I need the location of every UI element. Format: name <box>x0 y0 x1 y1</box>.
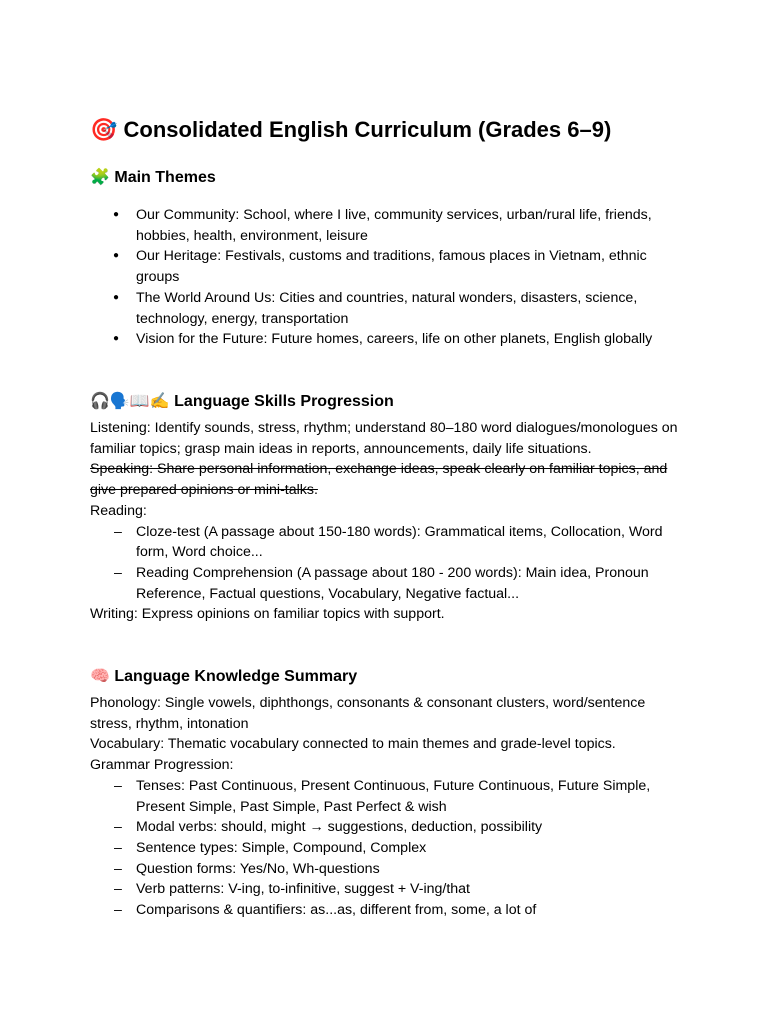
grammar-list <box>90 776 690 921</box>
knowledge-heading <box>90 664 357 689</box>
writing-text: Writing: Express opinions on familiar topics with support. <box>90 606 445 623</box>
grammar-item: – Modal verbs: should, might → suggestions, deduction, possibility <box>90 817 690 838</box>
themes-heading <box>90 165 216 190</box>
skills-heading-text: Language Skills Progression <box>174 393 394 410</box>
vocabulary-text: Vocabulary: Thematic vocabulary connected to main themes and grade-level topics. <box>90 736 616 753</box>
skills-heading <box>90 389 394 414</box>
grammar-label: Grammar Progression: <box>90 757 234 774</box>
theme-item: ● Vision for the Future: Future homes, careers, life on other planets, English globally <box>90 329 690 350</box>
themes-heading-text: Main Themes <box>114 169 216 186</box>
phonology-text: Phonology: Single vowels, diphthongs, consonants & consonant clusters, word/sentence stress, rhythm, intonation <box>90 695 646 732</box>
page-title-text: Consolidated English Curriculum (Grades 6–9) <box>123 117 612 142</box>
grammar-item: – Tenses: Past Continuous, Present Continuous, Future Continuous, Future Simple, Present Simple, Past Simple, Past Perfect & wish <box>90 776 690 817</box>
speaking-text: Speaking: Share personal information, exchange ideas, speak clearly on familiar topics, and give prepared opinions or mini-talks. <box>90 461 668 499</box>
reading-item: – Reading Comprehension (A passage about 180 - 200 words): Main idea, Pronoun Reference, Factual questions, Vocabulary, Negative factual... <box>90 563 690 604</box>
theme-item: ● Our Community: School, where I live, community services, urban/rural life, friends, hobbies, health, environment, leisure <box>90 205 690 246</box>
brain-icon: 🧠 <box>90 666 110 685</box>
themes-section <box>90 205 690 350</box>
theme-item: ● Our Heritage: Festivals, customs and traditions, famous places in Vietnam, ethnic groups <box>90 246 690 287</box>
grammar-item: – Verb patterns: V-ing, to-infinitive, suggest + V-ing/that <box>90 879 690 900</box>
grammar-item: – Question forms: Yes/No, Wh-questions <box>90 859 690 880</box>
puzzle-icon: 🧩 <box>90 167 110 186</box>
theme-item: ● The World Around Us: Cities and countries, natural wonders, disasters, science, technology, energy, transportation <box>90 288 690 329</box>
knowledge-section <box>90 693 690 921</box>
grammar-item: – Comparisons & quantifiers: as...as, different from, some, a lot of <box>90 900 690 921</box>
reading-label: Reading: <box>90 502 147 519</box>
page-title <box>90 114 611 147</box>
reading-item: – Cloze-test (A passage about 150-180 words): Grammatical items, Collocation, Word form, Word choice... <box>90 522 690 563</box>
themes-list <box>90 205 690 350</box>
grammar-item: – Sentence types: Simple, Compound, Complex <box>90 838 690 859</box>
target-icon: 🎯 <box>90 118 118 143</box>
skills-icons: 🎧🗣️📖✍️ <box>90 391 170 410</box>
listening-text: Listening: Identify sounds, stress, rhythm; understand 80–180 word dialogues/monologues on familiar topics; grasp main ideas in reports, announcements, daily life situations. <box>90 420 678 457</box>
knowledge-heading-text: Language Knowledge Summary <box>114 668 358 685</box>
reading-list <box>90 522 690 605</box>
skills-section <box>90 418 690 625</box>
